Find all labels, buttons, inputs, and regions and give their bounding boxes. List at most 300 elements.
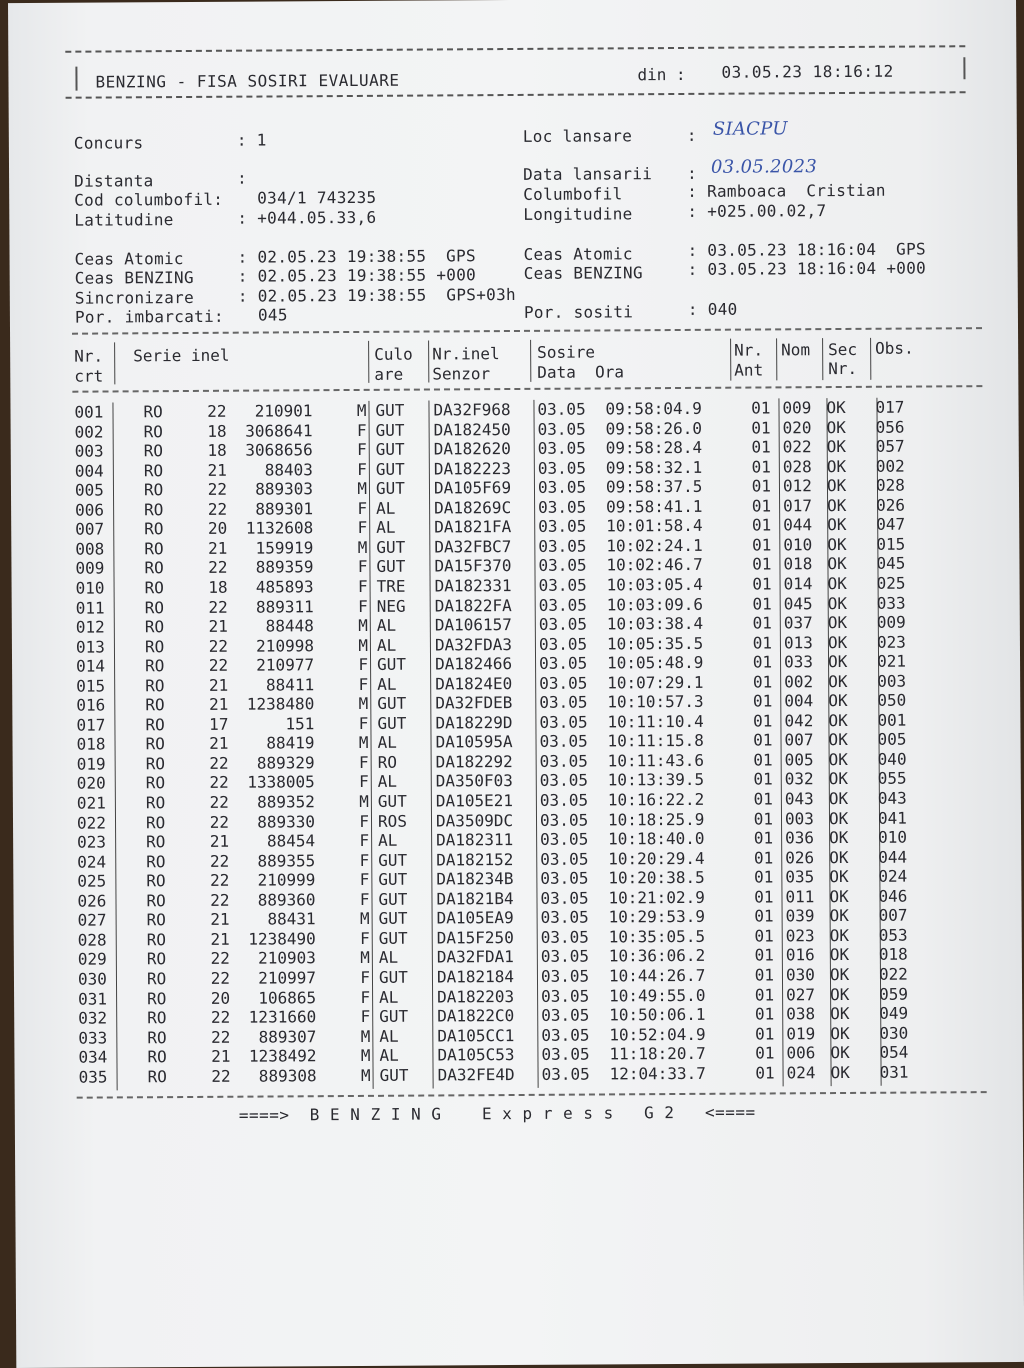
header-right-bar (963, 57, 965, 79)
table-top-border (72, 327, 982, 335)
cell-sex: F (357, 518, 368, 538)
cell-ant: 01 (752, 672, 773, 692)
cell-ora: 10:52:04.9 (609, 1024, 706, 1045)
cell-obs: 017 (875, 397, 905, 417)
cell-tara: RO (143, 480, 164, 500)
cell-inel: 88454 (266, 831, 316, 851)
ceas-benzing-end-label: Ceas BENZING (523, 263, 643, 283)
cell-obs: 024 (878, 866, 908, 886)
cell-obs: 003 (877, 671, 907, 691)
col-sep-senzor (530, 340, 531, 382)
cell-tara: RO (143, 421, 163, 441)
cell-nom: 043 (784, 789, 814, 809)
cell-senzor: DA15F370 (434, 556, 512, 576)
cell-ora: 10:49:55.0 (609, 985, 706, 1005)
cell-senzor: DA105E21 (435, 791, 514, 811)
cell-ora: 10:05:48.9 (606, 652, 704, 673)
cell-sec: OK (827, 515, 847, 535)
cell-senzor: DA182223 (433, 458, 511, 479)
cell-obs: 026 (876, 495, 906, 515)
cell-sec: OK (829, 945, 850, 965)
cell-ant: 01 (753, 711, 773, 731)
cell-inel: 889355 (257, 850, 316, 871)
cell-cul: AL (376, 615, 397, 635)
cell-ant: 01 (751, 398, 771, 418)
cell-inel: 889308 (258, 1065, 317, 1086)
cell-ora: 10:20:29.4 (608, 848, 705, 869)
cell-sec: OK (827, 652, 848, 672)
cell-tara: RO (147, 1066, 167, 1086)
cell-sex: M (358, 615, 368, 635)
cell-ant: 01 (751, 417, 771, 438)
cell-sex: M (359, 909, 370, 929)
cell-sex: F (359, 889, 370, 909)
cell-sec: OK (827, 554, 847, 574)
cell-sex: M (360, 1046, 371, 1066)
cell-cul: TRE (376, 576, 406, 596)
cell-ora: 10:21:02.9 (608, 887, 705, 908)
cell-sex: F (359, 772, 369, 792)
cell-obs: 015 (876, 534, 906, 554)
cell-nr: 005 (74, 480, 104, 500)
report-datetime: 03.05.23 18:16:12 (721, 61, 894, 82)
col-sep-sec (870, 338, 871, 380)
cell-sec: OK (830, 984, 850, 1004)
cell-senzor: DA32FDA3 (434, 634, 513, 655)
cell-nr: 011 (75, 598, 105, 618)
cell-cul: GUT (379, 1065, 409, 1085)
cell-ant: 01 (754, 906, 774, 926)
cell-nr: 008 (75, 539, 105, 559)
cell-obs: 007 (878, 905, 908, 926)
cell-data: 03.05 (539, 790, 589, 810)
din-label: din : (637, 64, 686, 85)
longitudine-label: Longitudine (523, 204, 633, 224)
cell-an: 18 (208, 577, 228, 597)
cell-ant: 01 (754, 945, 774, 965)
cell-obs: 002 (875, 456, 905, 476)
cell-ora: 09:58:41.1 (606, 496, 703, 517)
cell-nom: 018 (783, 554, 813, 574)
th-nr-ant-1: Nr. (734, 340, 764, 360)
cell-sec: OK (826, 476, 847, 496)
cell-senzor: DA18229D (435, 712, 513, 733)
cell-nr: 034 (78, 1047, 108, 1067)
cell-data: 03.05 (540, 849, 589, 869)
col-sep-culoare (428, 341, 429, 383)
cell-data: 03.05 (539, 731, 588, 752)
columbofil-label: Columbofil (523, 184, 623, 204)
cell-nom: 042 (784, 710, 814, 731)
cell-an: 18 (207, 421, 227, 441)
cell-nom: 013 (783, 632, 813, 652)
cell-obs: 040 (877, 749, 907, 769)
cell-tara: RO (146, 969, 167, 989)
cell-data: 03.05 (537, 419, 586, 439)
cell-ora: 09:58:37.5 (605, 477, 703, 497)
cell-nr: 012 (75, 617, 105, 637)
cell-ora: 10:10:57.3 (607, 692, 704, 712)
cell-nom: 010 (783, 535, 813, 555)
cell-data: 03.05 (540, 966, 590, 986)
cell-nr: 018 (76, 734, 106, 755)
cell-inel: 88419 (266, 733, 315, 753)
cell-data: 03.05 (538, 555, 587, 576)
cell-obs: 050 (877, 690, 907, 711)
cell-data: 03.05 (538, 595, 587, 615)
cell-sec: OK (829, 925, 850, 945)
cell-nr: 020 (76, 773, 106, 794)
th-crt: crt (74, 366, 104, 386)
cell-nr: 003 (74, 441, 104, 461)
cell-cul: GUT (378, 869, 408, 890)
cell-an: 21 (208, 538, 228, 558)
cell-an: 22 (209, 792, 229, 812)
cell-ora: 10:01:58.4 (606, 516, 703, 536)
cell-tara: RO (145, 675, 165, 695)
cell-nr: 035 (78, 1067, 108, 1087)
cell-data: 03.05 (540, 907, 589, 928)
cell-sex: M (360, 948, 370, 968)
cell-sec: OK (830, 1043, 850, 1063)
cell-ant: 01 (753, 808, 774, 829)
cell-cul: AL (379, 987, 399, 1007)
cell-senzor: DA3509DC (435, 810, 514, 831)
cell-tara: RO (144, 617, 165, 637)
cell-sex: F (358, 713, 369, 733)
cell-cul: GUT (375, 459, 405, 479)
cod-columbofil-value: 034/1 743235 (257, 187, 377, 208)
cell-an: 22 (208, 597, 228, 617)
cell-an: 22 (210, 1007, 231, 1027)
cell-ora: 10:11:10.4 (607, 711, 704, 732)
cell-data: 03.05 (537, 399, 586, 419)
cell-nr: 017 (76, 715, 106, 735)
cell-sec: OK (829, 964, 850, 985)
cell-nr: 027 (77, 910, 107, 930)
loc-lansare-handwritten: SIACPU (712, 118, 788, 140)
cell-senzor: DA18234B (436, 869, 514, 889)
cell-nom: 030 (785, 965, 815, 985)
cell-an: 22 (208, 655, 229, 676)
cell-tara: RO (144, 578, 164, 598)
cell-ora: 10:18:40.0 (608, 828, 705, 849)
cell-obs: 053 (878, 925, 908, 945)
cell-an: 22 (210, 870, 230, 891)
columbofil-value: : Ramboaca Cristian (687, 180, 886, 201)
col-sep-nr (114, 342, 115, 384)
cell-data: 03.05 (537, 438, 586, 458)
cell-cul: RO (377, 752, 397, 772)
cell-nom: 035 (785, 867, 815, 887)
cell-nom: 023 (785, 926, 815, 946)
table-bottom-border (77, 1091, 987, 1099)
cell-ora: 10:02:46.7 (606, 555, 703, 575)
cell-inel: 889329 (256, 753, 315, 773)
cell-obs: 022 (878, 964, 908, 984)
th-sec-nr-2: Nr. (828, 358, 858, 379)
cell-nr: 014 (76, 656, 106, 676)
cell-ora: 09:58:04.9 (605, 398, 702, 419)
loc-lansare-label: Loc lansare (522, 126, 633, 146)
cell-inel: 889330 (257, 811, 316, 832)
cell-sec: OK (830, 1062, 850, 1082)
cell-ora: 10:18:25.9 (607, 809, 705, 829)
cell-inel: 889360 (257, 889, 316, 910)
cell-ora: 09:58:28.4 (605, 437, 703, 458)
cell-inel: 485893 (255, 577, 314, 597)
cell-data: 03.05 (539, 673, 588, 693)
cell-sex: M (358, 635, 368, 655)
cell-inel: 210997 (258, 968, 317, 988)
cell-data: 03.05 (540, 888, 589, 908)
cell-data: 03.05 (540, 868, 589, 889)
cell-cul: GUT (376, 654, 407, 674)
cell-sec: OK (828, 691, 848, 711)
cell-sec: OK (829, 906, 849, 926)
cod-columbofil-label: Cod columbofil: (74, 189, 224, 210)
cell-sec: OK (829, 847, 849, 867)
cell-nom: 009 (782, 398, 812, 418)
cell-ora: 10:36:06.2 (608, 946, 706, 966)
cell-cul: AL (376, 635, 397, 655)
cell-an: 18 (207, 440, 227, 460)
cell-obs: 045 (876, 553, 906, 574)
cell-senzor: DA105C53 (437, 1045, 515, 1065)
cell-obs: 028 (875, 475, 905, 495)
cell-ant: 01 (752, 593, 772, 614)
cell-sex: F (360, 928, 370, 948)
cell-tara: RO (147, 1047, 167, 1067)
cell-nr: 013 (75, 637, 105, 657)
cell-an: 20 (210, 988, 231, 1008)
col-sep-ant (776, 338, 777, 380)
cell-data: 03.05 (541, 1064, 590, 1084)
cell-obs: 046 (878, 886, 908, 906)
th-nom: Nom (781, 340, 811, 360)
cell-senzor: DA32FDEB (435, 693, 513, 713)
cell-inel: 889352 (257, 792, 315, 812)
cell-data: 03.05 (541, 1025, 590, 1045)
cell-tara: RO (145, 754, 165, 774)
cell-sec: OK (828, 710, 848, 730)
cell-sec: OK (828, 769, 849, 789)
cell-nom: 016 (785, 945, 815, 965)
cell-ora: 10:13:39.5 (607, 770, 705, 790)
longitudine-value: : +025.00.02,7 (687, 201, 827, 221)
cell-ant: 01 (754, 965, 775, 985)
cell-cul: AL (376, 518, 396, 538)
cell-sex: F (357, 498, 368, 518)
cell-data: 03.05 (537, 458, 587, 478)
cell-inel: 88448 (265, 616, 314, 636)
cell-nr: 021 (76, 793, 106, 813)
cell-cul: AL (377, 733, 397, 753)
cell-inel: 210903 (257, 948, 316, 968)
cell-nr: 033 (78, 1028, 108, 1048)
cell-sec: OK (830, 1004, 850, 1024)
cell-nom: 044 (783, 515, 813, 535)
cell-cul: AL (379, 1045, 399, 1065)
cell-cul: AL (378, 948, 399, 968)
cell-ora: 10:03:38.4 (606, 613, 704, 634)
por-imbarcati-value: 045 (257, 305, 288, 325)
por-imbarcati-label: Por. imbarcati: (74, 306, 224, 327)
cell-ora: 10:05:35.5 (606, 633, 704, 654)
cell-cul: AL (379, 1026, 399, 1046)
cell-senzor: DA105EA9 (436, 908, 514, 928)
cell-senzor: DA182620 (433, 439, 511, 459)
cell-tara: RO (146, 890, 166, 910)
cell-data: 03.05 (541, 1005, 590, 1025)
table-header-border (72, 385, 982, 393)
cell-an: 22 (211, 1066, 231, 1086)
th-nr-ant-2: Ant (734, 360, 764, 380)
cell-tara: RO (145, 812, 166, 832)
cell-sec: OK (828, 671, 848, 691)
cell-sex: F (360, 987, 371, 1007)
cell-data: 03.05 (539, 692, 588, 713)
cell-obs: 009 (876, 612, 906, 632)
cell-data: 03.05 (538, 536, 587, 556)
cell-nom: 032 (784, 769, 814, 789)
cell-inel: 210998 (256, 635, 314, 656)
cell-an: 22 (209, 812, 230, 832)
cell-sex: F (358, 596, 368, 616)
cell-cul: GUT (378, 889, 408, 909)
cell-ant: 01 (754, 984, 775, 1005)
cell-nr: 015 (76, 676, 106, 696)
cell-senzor: DA350F03 (435, 771, 513, 791)
cell-data: 03.05 (537, 477, 587, 498)
th-culoare-1: Culo (374, 344, 413, 364)
cell-nr: 004 (74, 461, 104, 481)
cell-ant: 01 (754, 926, 774, 946)
cell-inel: 210999 (257, 870, 316, 890)
cell-data: 03.05 (539, 770, 588, 791)
cell-sex: F (358, 655, 369, 675)
cell-ora: 11:18:20.7 (609, 1043, 706, 1064)
cell-sec: OK (829, 886, 849, 906)
cell-an: 21 (208, 694, 229, 715)
cell-cul: GUT (379, 1006, 409, 1026)
data-lansarii-handwritten: 03.05.2023 (710, 156, 818, 178)
cell-senzor: DA182292 (435, 751, 513, 772)
ceas-atomic-start-label: Ceas Atomic (74, 249, 184, 269)
cell-tara: RO (146, 949, 167, 969)
cell-obs: 010 (878, 827, 908, 847)
concurs-label: Concurs (73, 133, 144, 153)
cell-obs: 043 (877, 788, 907, 808)
cell-an: 21 (207, 460, 227, 480)
cell-tara: RO (147, 988, 167, 1008)
cell-sex: M (358, 733, 369, 753)
cell-nr: 023 (77, 832, 107, 852)
cell-cul: GUT (375, 478, 405, 499)
cell-nr: 025 (77, 871, 107, 891)
cell-senzor: DA105F69 (433, 478, 512, 498)
cell-sex: M (356, 400, 367, 420)
distanta-label: Distanta (74, 171, 154, 191)
data-lansarii-colon: : (687, 163, 698, 183)
cell-nom: 036 (785, 828, 815, 848)
cell-sex: M (360, 1026, 371, 1046)
cell-an: 22 (209, 773, 229, 793)
cell-tara: RO (144, 499, 164, 520)
cell-inel: 1238480 (246, 694, 315, 714)
cell-obs: 044 (878, 847, 908, 867)
cell-an: 22 (210, 890, 230, 910)
cell-cul: GUT (377, 713, 407, 733)
cell-obs: 031 (879, 1062, 909, 1082)
cell-data: 03.05 (540, 927, 589, 947)
col-sep-nom (822, 338, 823, 380)
cell-inel: 159919 (255, 538, 314, 558)
cell-ora: 10:29:53.9 (608, 907, 705, 927)
cell-inel: 889301 (255, 498, 314, 519)
benzing-footer: ====> B E N Z I N G E x p r e s s G 2 <==== (238, 1102, 756, 1125)
cell-ora: 12:04:33.7 (609, 1063, 706, 1084)
cell-ant: 01 (753, 750, 773, 770)
cell-nom: 024 (786, 1062, 816, 1083)
cell-sex: F (360, 967, 371, 987)
cell-nom: 038 (786, 1004, 816, 1024)
cell-sec: OK (826, 437, 847, 457)
cell-ant: 01 (755, 1043, 775, 1063)
cell-tara: RO (143, 441, 164, 461)
th-culoare-2: are (374, 364, 404, 384)
cell-senzor: DA32F968 (433, 400, 511, 420)
th-nr-inel: Nr.inel (432, 344, 500, 364)
th-obs: Obs. (875, 338, 914, 358)
cell-senzor: DA32FDA1 (436, 947, 514, 967)
cell-obs: 018 (878, 944, 908, 965)
cell-inel: 88431 (267, 909, 316, 929)
cell-senzor: DA1821FA (434, 517, 512, 537)
cell-tara: RO (146, 929, 167, 950)
cell-obs: 059 (879, 984, 909, 1004)
cell-tara: RO (146, 832, 166, 852)
cell-an: 22 (210, 949, 230, 969)
cell-ant: 01 (751, 457, 771, 477)
cell-sex: F (357, 557, 368, 577)
cell-nr: 026 (77, 891, 107, 911)
cell-nom: 019 (786, 1023, 816, 1043)
cell-inel: 210977 (256, 655, 315, 675)
cell-an: 22 (207, 499, 228, 519)
cell-inel: 1231660 (248, 1007, 317, 1027)
cell-ant: 01 (752, 691, 773, 711)
distanta-value: : (237, 168, 248, 188)
por-sositi-value: : 040 (687, 299, 738, 319)
cell-an: 21 (210, 910, 230, 930)
cell-obs: 030 (879, 1023, 909, 1043)
ceas-atomic-end-value: : 03.05.23 18:16:04 GPS (687, 239, 926, 260)
cell-senzor: DA182466 (434, 654, 513, 674)
cell-an: 22 (210, 968, 231, 988)
cell-sec: OK (827, 573, 847, 594)
cell-cul: AL (378, 830, 398, 850)
cell-ant: 01 (752, 652, 773, 672)
cell-inel: 210901 (254, 401, 313, 421)
cell-cul: AL (377, 674, 397, 694)
cell-data: 03.05 (539, 712, 588, 732)
cell-senzor: DA105CC1 (437, 1025, 515, 1046)
cell-sex: F (357, 576, 368, 596)
cell-inel: 3068641 (245, 420, 313, 441)
cell-senzor: DA32FE4D (437, 1064, 515, 1085)
cell-ora: 10:35:05.5 (608, 926, 706, 947)
